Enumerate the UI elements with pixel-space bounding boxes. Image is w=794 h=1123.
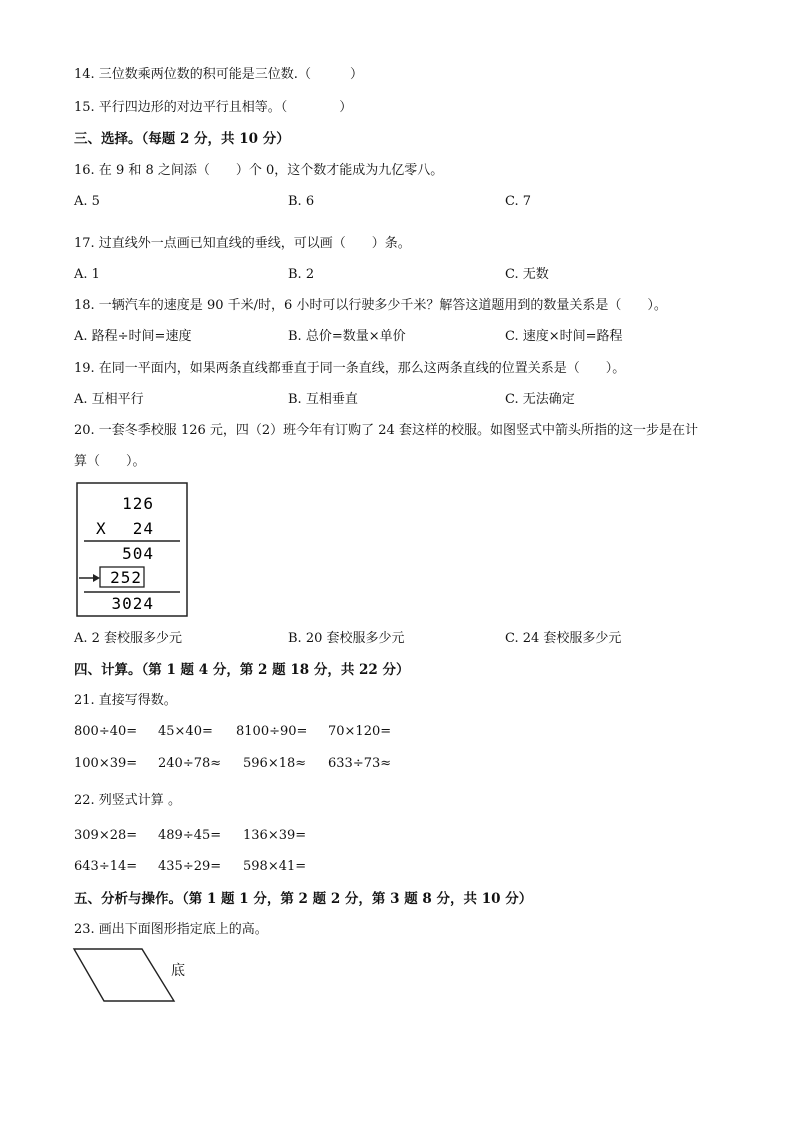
q20-option-a[interactable]: A. 2 套校服多少元 (74, 631, 183, 646)
question-16-stem: 16. 在 9 和 8 之间添（ ）个 0，这个数才能成为九亿零八。 (74, 163, 444, 178)
q22-calc: 489÷45= (158, 828, 222, 843)
q17-option-b[interactable]: B. 2 (288, 267, 315, 282)
q16-option-b[interactable]: B. 6 (288, 194, 315, 209)
partial-product-2: 252 (110, 568, 142, 587)
q16-option-a[interactable]: A. 5 (74, 194, 100, 209)
q22-calc: 309×28= (74, 828, 138, 843)
section-5-heading: 五、分析与操作。（第 1 题 1 分，第 2 题 2 分，第 3 题 8 分，共 10 分） (74, 891, 533, 907)
multiplier: 24 (132, 519, 154, 538)
final-product: 3024 (111, 594, 154, 613)
question-14: 14. 三位数乘两位数的积可能是三位数.（ ） (74, 67, 363, 82)
question-23-stem: 23. 画出下面图形指定底上的高。 (74, 922, 268, 937)
partial-product-1: 504 (122, 544, 154, 563)
base-label: 底 (171, 963, 185, 979)
q22-calc: 643÷14= (74, 859, 138, 874)
q20-option-c[interactable]: C. 24 套校服多少元 (505, 631, 622, 646)
question-15: 15. 平行四边形的对边平行且相等。（ ） (74, 100, 353, 115)
q18-option-b[interactable]: B. 总价=数量×单价 (288, 329, 406, 344)
question-20-stem-line2: 算（ ）。 (74, 454, 146, 469)
q21-calc: 70×120= (328, 724, 392, 739)
q21-calc: 100×39= (74, 756, 138, 771)
section-3-heading: 三、选择。（每题 2 分，共 10 分） (74, 131, 290, 147)
q21-calc: 800÷40= (74, 724, 138, 739)
q17-option-c[interactable]: C. 无数 (505, 267, 549, 282)
q17-option-a[interactable]: A. 1 (74, 267, 100, 282)
section-4-heading: 四、计算。（第 1 题 4 分，第 2 题 18 分，共 22 分） (74, 662, 410, 678)
question-18-stem: 18. 一辆汽车的速度是 90 千米/时，6 小时可以行驶多少千米？解答这道题用到的数量关系是（ ）。 (74, 298, 667, 313)
q19-option-b[interactable]: B. 互相垂直 (288, 392, 358, 407)
q21-calc: 45×40= (158, 724, 213, 739)
q21-calc: 633÷73≈ (328, 756, 392, 771)
question-22-stem: 22. 列竖式计算 。 (74, 793, 181, 808)
q22-calc: 435÷29= (158, 859, 222, 874)
question-17-stem: 17. 过直线外一点画已知直线的垂线，可以画（ ）条。 (74, 236, 411, 251)
question-19-stem: 19. 在同一平面内，如果两条直线都垂直于同一条直线，那么这两条直线的位置关系是（ ）。 (74, 361, 626, 376)
multiply-sign: X (96, 519, 106, 538)
q21-calc: 596×18≈ (243, 756, 307, 771)
q22-calc: 598×41= (243, 859, 307, 874)
q21-calc: 8100÷90= (236, 724, 308, 739)
arrow-head-icon (93, 574, 100, 582)
question-21-stem: 21. 直接写得数。 (74, 693, 177, 708)
question-20-stem-line1: 20. 一套冬季校服 126 元，四（2）班今年有订购了 24 套这样的校服。如图竖式中箭头所指的这一步是在计 (74, 423, 698, 438)
q16-option-c[interactable]: C. 7 (505, 194, 532, 209)
q20-option-b[interactable]: B. 20 套校服多少元 (288, 631, 405, 646)
q21-calc: 240÷78≈ (158, 756, 222, 771)
q22-calc: 136×39= (243, 828, 307, 843)
q18-option-c[interactable]: C. 速度×时间=路程 (505, 329, 623, 344)
q18-option-a[interactable]: A. 路程÷时间=速度 (74, 329, 192, 344)
vertical-multiplication-figure (76, 482, 190, 618)
parallelogram (74, 949, 174, 1001)
multiplicand: 126 (122, 494, 154, 513)
q19-option-a[interactable]: A. 互相平行 (74, 392, 144, 407)
q19-option-c[interactable]: C. 无法确定 (505, 392, 575, 407)
